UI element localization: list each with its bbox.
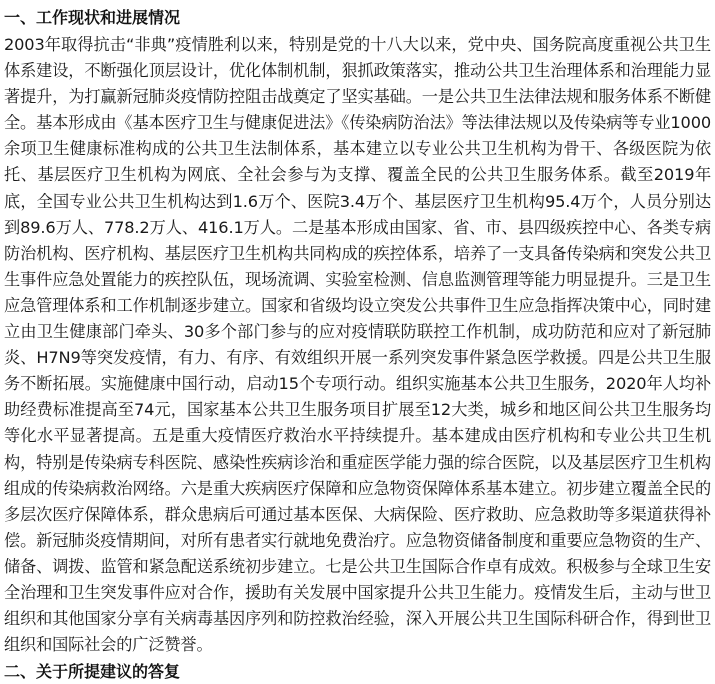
section-heading-work-status: 一、工作现状和进展情况 — [4, 8, 181, 27]
section-heading-reply: 二、关于所提建议的答复 — [4, 662, 181, 682]
section-body-work-status: 2003年取得抗击“非典”疫情胜利以来，特别是党的十八大以来，党中央、国务院高度重视公共卫生体系建设，不断强化顶层设计，优化体制机制，狠抓政策落实，推动公共卫生治理体系和治理能力显著提升，为打赢新冠肺炎疫情防控阻击战奠定了坚实基础。一是公共卫生法律法规和服务体系不断健全。基本形成由《基本医疗卫生与健康促进法》《传染病防治法》等法律法规以及传染病等专业1000余项卫生健康标准构成的公共卫生法制体系，基本建立以专业公共卫生机构为骨干、各级医院为依托、基层医疗卫生机构为网底、全社会参与为支撑、覆盖全民的公共卫生服务体系。截至2019年底，全国专业公共卫生机构达到1.6万个、医院3.4万个、基层医疗卫生机构95.4万个，人员分别达到89.6万人、778.2万人、416.1万人。二是基本形成由国家、省、市、县四级疾控中心、各类专病防治机构、医疗机构、基层医疗卫生机构共同构成的疾控体系，培养了一支具备传染病和突发公共卫生事件应急处置能力的疾控队伍，现场流调、实验室检测、信息监测管理等能力明显提升。三是卫生应急管理体系和工作机制逐步建立。国家和省级均设立突发公共事件卫生应急指挥决策中心，同时建立由卫生健康部门牵头、30多个部门参与的应对疫情联防联控工作机制，成功防范和应对了新冠肺炎、H7N9等突发疫情，有力、有序、有效组织开展一系列突发事件紧急医学救援。四是公共卫生服务不断拓展。实施健康中国行动，启动15个专项行动。组织实施基本公共卫生服务，2020年人均补助经费标准提高至74元，国家基本公共卫生服务项目扩展至12大类，城乡和地区间公共卫生服务均等化水平显著提高。五是重大疫情医疗救治水平持续提升。基本建成由医疗机构和专业公共卫生机构，特别是传染病专科医院、感染性疾病诊治和重症医学能力强的综合医院，以及基层医疗卫生机构组成的传染病救治网络。六是重大疾病医疗保障和应急物资保障体系基本建立。初步建立覆盖全民的多层次医疗保障体系，群众患病后可通过基本医保、大病保险、医疗救助、应急救助等多渠道获得补偿。新冠肺炎疫情期间，对所有患者实行就地免费治疗。应急物资储备制度和重要应急物资的生产、储备、调拨、监管和紧急配送系统初步建立。七是公共卫生国际合作卓有成效。积极参与全球卫生安全治理和卫生突发事件应对合作，援助有关发展中国家提升公共卫生能力。疫情发生后，主动与世卫组织和其他国家分享有关病毒基因序列和防控救治经验，深入开展公共卫生国际科研合作，得到世卫组织和国际社会的广泛赞誉。 — [4, 35, 711, 655]
